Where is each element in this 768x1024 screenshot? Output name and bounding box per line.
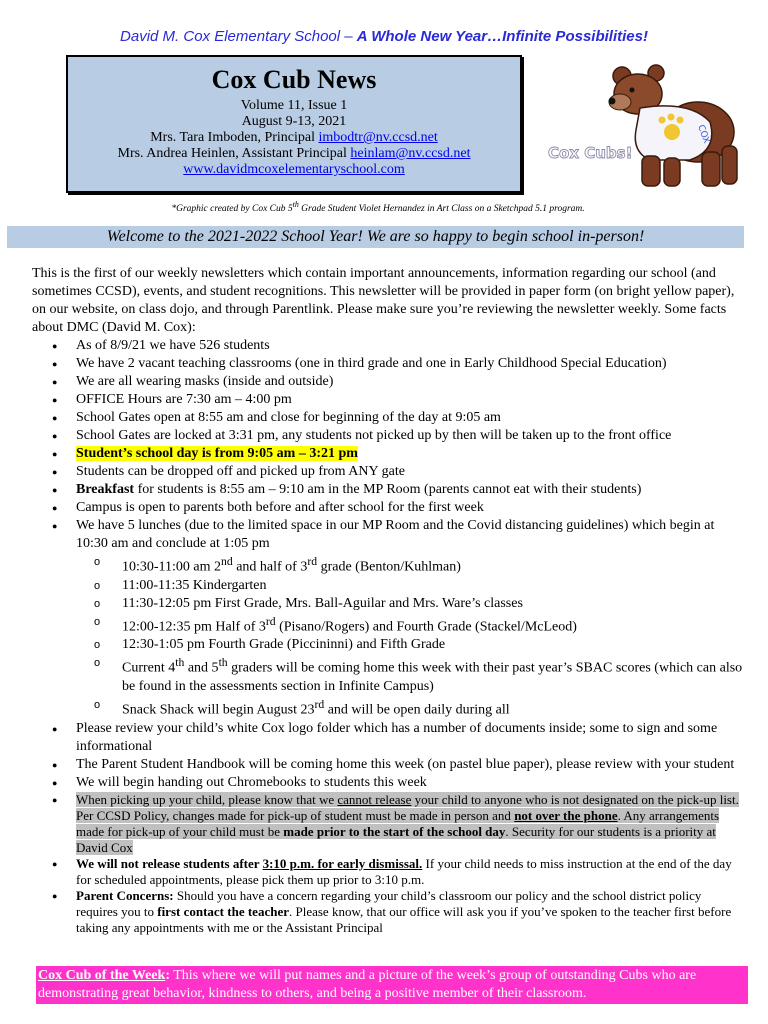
list-item: ● We have 2 vacant teaching classrooms (one in third grade and one in Early Childhood Special Education) [76, 355, 744, 373]
list-item: ● School Gates are locked at 3:31 pm, any students not picked up by then will be taken up to the front office [76, 427, 744, 445]
newsletter-body [32, 265, 744, 936]
website-line [68, 162, 520, 178]
list-item: ● As of 8/9/21 we have 526 students [76, 337, 744, 355]
principal-email-link[interactable]: imbodtr@nv.ccsd.net [318, 130, 438, 145]
list-item: ● Please review your child’s white Cox logo folder which has a number of documents inside; some to sign and some informational [76, 720, 744, 756]
list-item: ● We will begin handing out Chromebooks to students this week [76, 774, 744, 792]
school-website-link[interactable]: www.davidmcoxelementaryschool.com [183, 162, 405, 177]
list-item: ● We have 5 lunches (due to the limited space in our MP Room and the Covid distancing guidelines) which begin at 10:30 am and conclude at 1:05 pm o 10:30-11:00 am 2nd and half of 3rd grade (Benton/Kuhlman) o 11:00-11:35 Kindergarten o 11:30-12:05 pm First Grade, Mrs. Ball-Aguilar and Mrs. Ware’s classes o 12:00-12:35 pm Half of 3rd (Pisano/Rogers) and Fourth Grade (Stackel/McLeod) o 12:30-1:05 pm Fourth Grade (Piccininni) and Fifth Grade o Current 4th and 5th graders will be coming home this week with their past year’s SBAC scores (which can also be found in the assessments section in Infinite Campus) o Snack Shack will begin August 23rd and will be open daily during all [76, 517, 744, 720]
assistant-principal-line: Mrs. Andrea Heinlen, Assistant Principal heinlam@nv.ccsd.net [117, 146, 471, 161]
graphic-credit: *Graphic created by Cox Cub 5th Grade Student Violet Hernandez in Art Class on a Sketchpad 5.1 program. [171, 200, 585, 215]
list-item: ● School Gates open at 8:55 am and close for beginning of the day at 9:05 am [76, 409, 744, 427]
list-item: o 11:00-11:35 Kindergarten [122, 577, 744, 595]
volume-issue: Volume 11, Issue 1 [240, 98, 348, 113]
list-item: ● Campus is open to parents both before and after school for the first week [76, 499, 744, 517]
newsletter-title: Cox Cub News [211, 65, 377, 94]
lunch-schedule-list [76, 553, 744, 720]
early-dismissal-item: ● We will not release students after 3:10 p.m. for early dismissal. If your child needs to miss instruction at the end of the day for scheduled appointments, please pick them up prior to 3:10 p.m. [76, 856, 744, 888]
list-item: ● Students can be dropped off and picked up from ANY gate [76, 463, 744, 481]
list-item: o Current 4th and 5th graders will be coming home this week with their past year’s SBAC scores (which can also be found in the assessments section in Infinite Campus) [122, 654, 744, 696]
assistant-email-link[interactable]: heinlam@nv.ccsd.net [350, 146, 471, 161]
list-item: o 11:30-12:05 pm First Grade, Mrs. Ball-Aguilar and Mrs. Ware’s classes [122, 595, 744, 613]
list-item: o 10:30-11:00 am 2nd and half of 3rd grade (Benton/Kuhlman) [122, 553, 744, 577]
bear-mascot-icon [540, 60, 745, 190]
school-name: David M. Cox Elementary School [120, 28, 341, 45]
list-item [76, 445, 744, 463]
school-motto: A Whole New Year…Infinite Possibilities! [356, 28, 648, 45]
cub-of-the-week-title: Cox Cub of the Week [38, 968, 166, 983]
parent-concerns-item: ● Parent Concerns: Should you have a concern regarding your child’s classroom our policy and the school district policy requires you to first contact the teacher. Please know, that our office will ask you if you’ve spoken to the teacher first before taking any appointments with me or the Assistant Principal [76, 888, 744, 936]
intro-paragraph: This is the first of our weekly newsletters which contain important announcements, information regarding our school (and sometimes CCSD), events, and student recognitions. This newsletter will be provided in paper form (on bright yellow paper), on our website, on class dojo, and through Parentlink. Please make sure you’re reviewing the newsletter weekly. Some facts about DMC (David M. Cox): [32, 266, 735, 335]
issue-dates: August 9-13, 2021 [241, 114, 347, 129]
facts-list [32, 337, 744, 936]
welcome-banner: Welcome to the 2021-2022 School Year! We are so happy to begin school in-person! [7, 226, 744, 248]
logo-caption: Cox Cubs! [548, 144, 633, 162]
list-item: ● The Parent Student Handbook will be coming home this week (on pastel blue paper), please review with your student [76, 756, 744, 774]
list-item: o 12:00-12:35 pm Half of 3rd (Pisano/Rogers) and Fourth Grade (Stackel/McLeod) [122, 613, 744, 637]
pickup-policy-item: ● When picking up your child, please know that we cannot release your child to anyone who is not designated on the pick-up list. Per CCSD Policy, changes made for pick-up of student must be made in person and not over the phone. Any arrangements made for pick-up of your child must be made prior to the start of the school day. Security for our students is a priority at David Cox [76, 792, 744, 856]
list-item: o Snack Shack will begin August 23rd and will be open daily during all [122, 696, 744, 720]
school-tagline: David M. Cox Elementary School – A Whole New Year…Infinite Possibilities! [120, 28, 648, 45]
newsletter-masthead [66, 55, 522, 193]
cub-of-the-week-box: Cox Cub of the Week: This where we will put names and a picture of the week’s group of outstanding Cubs who are demonstrating great behavior, kindness to others, and being a positive member of their classroom. [36, 966, 748, 1004]
list-item: ● Breakfast for students is 8:55 am – 9:10 am in the MP Room (parents cannot eat with their students) [76, 481, 744, 499]
shirt-text: COX [695, 123, 712, 145]
list-item: ● We are all wearing masks (inside and outside) [76, 373, 744, 391]
principal-line: Mrs. Tara Imboden, Principal imbodtr@nv.ccsd.net [150, 130, 438, 145]
list-item: ● OFFICE Hours are 7:30 am – 4:00 pm [76, 391, 744, 409]
list-item: o 12:30-1:05 pm Fourth Grade (Piccininni) and Fifth Grade [122, 636, 744, 654]
school-day-highlight: Student’s school day is from 9:05 am – 3:21 pm [76, 446, 358, 461]
